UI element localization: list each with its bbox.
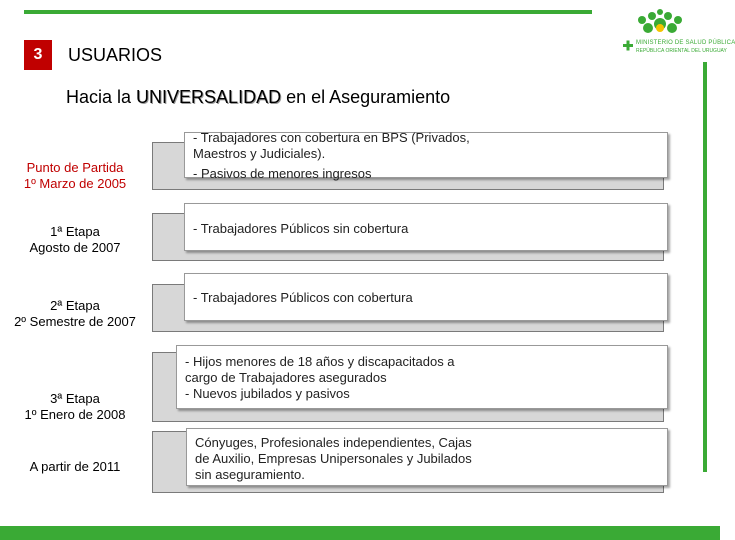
stage-label-date: Agosto de 2007	[29, 240, 121, 255]
subtitle-prefix: Hacia la	[66, 87, 137, 107]
stage-card-1	[184, 130, 668, 181]
section-title: USUARIOS	[68, 45, 163, 65]
stage-card-5	[186, 428, 668, 486]
slide-subtitle	[66, 87, 450, 108]
stage-card-line: cargo de Trabajadores asegurados	[185, 370, 387, 385]
stage-label-title: Punto de Partida	[26, 160, 124, 175]
stage-label-2	[0, 224, 150, 256]
stage-card-line: - Nuevos jubilados y pasivos	[185, 386, 350, 401]
logo-text-ministry: MINISTERIO DE SALUD PÚBLICA	[636, 40, 735, 46]
stage-card-2	[184, 203, 668, 251]
right-green-rule	[703, 62, 707, 472]
stage-card-3	[184, 273, 668, 321]
stage-label-title: 3ª Etapa	[50, 391, 100, 406]
stage-card-line: - Pasivos de menores ingresos	[193, 166, 372, 181]
stage-card-line: Cónyuges, Profesionales independientes, Cajas	[195, 435, 472, 450]
stage-card-4	[176, 345, 668, 409]
stage-label-title: A partir de 2011	[29, 459, 121, 474]
stage-card-line: - Trabajadores con cobertura en BPS (Privados,	[193, 130, 470, 145]
subtitle-suffix: en el Aseguramiento	[281, 87, 451, 107]
section-number: 3	[24, 40, 52, 70]
stage-card-line: de Auxilio, Empresas Unipersonales y Jubilados	[195, 451, 472, 466]
stage-label-1	[0, 160, 150, 192]
stage-label-title: 1ª Etapa	[50, 224, 100, 239]
ministry-logo	[618, 2, 702, 68]
stage-label-3	[0, 298, 150, 330]
stage-card-line: - Trabajadores Públicos sin cobertura	[193, 221, 409, 236]
subtitle-highlight: UNIVERSALIDAD	[136, 87, 282, 107]
stage-label-4	[0, 391, 150, 423]
stage-label-5	[0, 459, 150, 475]
stage-label-title: 2ª Etapa	[50, 298, 100, 313]
logo-text-country: REPÚBLICA ORIENTAL DEL URUGUAY	[636, 48, 727, 54]
bottom-green-band	[0, 526, 720, 540]
stage-card-line: - Trabajadores Públicos con cobertura	[193, 290, 413, 305]
stage-card-line: sin aseguramiento.	[195, 467, 305, 482]
stage-card-line: - Hijos menores de 18 años y discapacitados a	[185, 354, 455, 369]
top-green-rule	[24, 10, 592, 14]
stage-label-date: 1º Marzo de 2005	[23, 176, 127, 191]
stage-card-line: Maestros y Judiciales).	[193, 146, 326, 161]
stage-label-date: 1º Enero de 2008	[24, 407, 126, 422]
stage-label-date: 2º Semestre de 2007	[14, 314, 136, 329]
